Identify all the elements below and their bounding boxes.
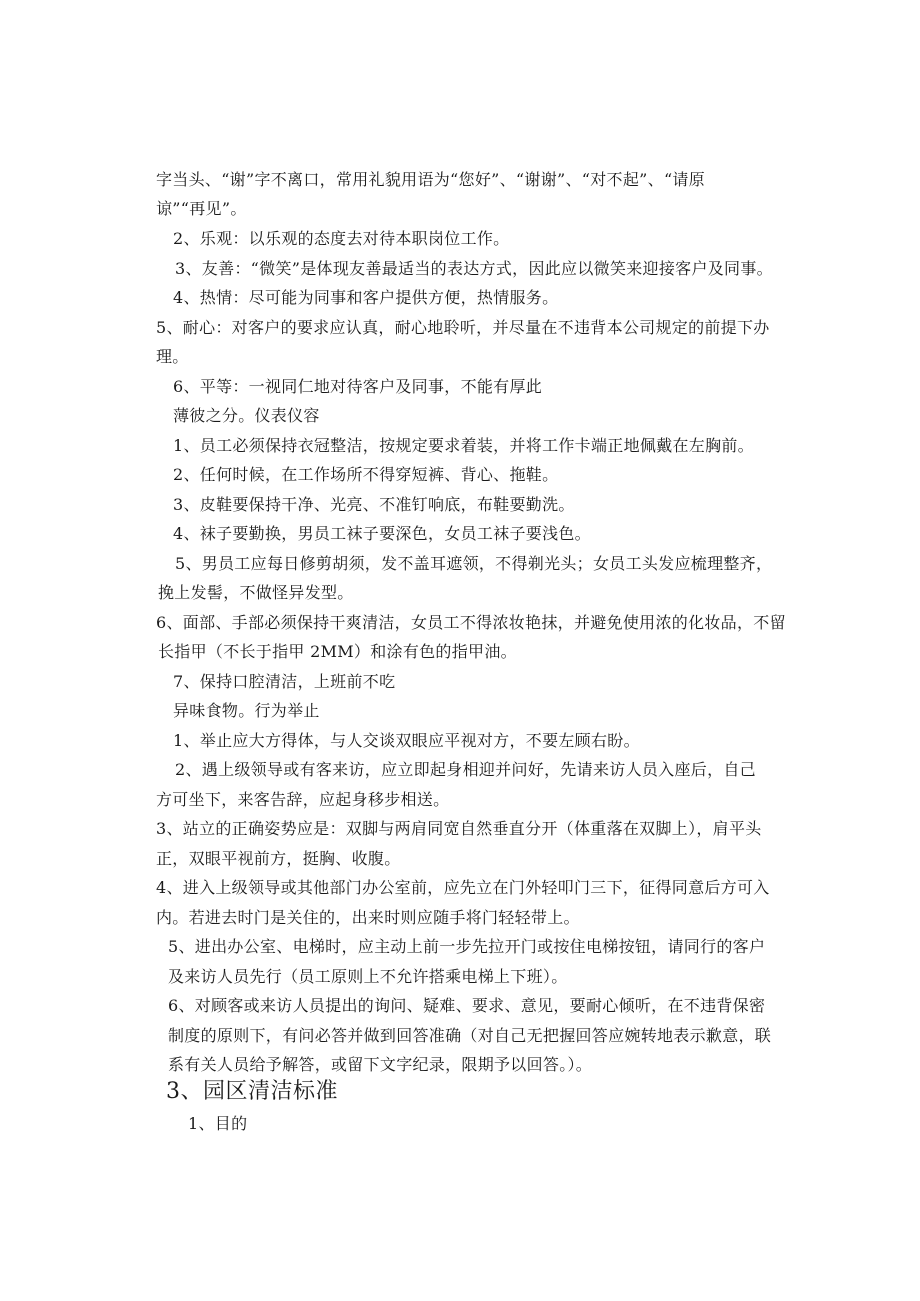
paragraph-line: 6、平等：一视同仁地对待客户及同事，不能有厚此 (173, 377, 543, 396)
paragraph-line: 4、进入上级领导或其他部门办公室前，应先立在门外轻叩门三下，征得同意后方可入 (156, 878, 770, 897)
paragraph-line: 5、进出办公室、电梯时，应主动上前一步先拉开门或按住电梯按钮，请同行的客户 (168, 937, 766, 956)
paragraph-line: 正，双眼平视前方，挺胸、收腹。 (156, 849, 401, 868)
paragraph-line: 4、袜子要勤换，男员工袜子要深色，女员工袜子要浅色。 (173, 524, 591, 543)
paragraph-line: 谅”“再见”。 (156, 199, 247, 218)
paragraph-line: 及来访人员先行（员工原则上不允许搭乘电梯上下班）。 (168, 967, 568, 986)
section-heading: 3、园区清洁标准 (166, 1079, 338, 1104)
paragraph-line: 7、保持口腔清洁，上班前不吃 (173, 672, 396, 691)
paragraph-line: 长指甲（不长于指甲 2MM）和涂有色的指甲油。 (158, 642, 517, 661)
paragraph-line: 4、热情：尽可能为同事和客户提供方便，热情服务。 (173, 288, 559, 307)
paragraph-line: 6、面部、手部必须保持干爽清洁，女员工不得浓妆艳抹，并避免使用浓的化妆品，不留 (156, 613, 786, 632)
paragraph-line: 异味食物。行为举止 (173, 701, 320, 720)
paragraph-line: 理。 (156, 347, 189, 366)
paragraph-line: 5、男员工应每日修剪胡须，发不盖耳遮领，不得剃光头；女员工头发应梳理整齐， (175, 554, 773, 573)
paragraph-line: 1、举止应大方得体，与人交谈双眼应平视对方，不要左顾右盼。 (173, 731, 640, 750)
paragraph-line: 3、友善：“微笑”是体现友善最适当的表达方式，因此应以微笑来迎接客户及同事。 (175, 259, 773, 278)
section-subheading: 1、目的 (188, 1114, 248, 1133)
paragraph-line: 挽上发髻，不做怪异发型。 (158, 583, 354, 602)
paragraph-line: 3、皮鞋要保持干净、光亮、不准钉响底，布鞋要勤洗。 (173, 495, 575, 514)
paragraph-line: 5、耐心：对客户的要求应认真，耐心地聆听，并尽量在不违背本公司规定的前提下办 (156, 318, 770, 337)
paragraph-line: 2、任何时候，在工作场所不得穿短裤、背心、拖鞋。 (173, 465, 559, 484)
paragraph-line: 方可坐下，来客告辞，应起身移步相送。 (156, 790, 450, 809)
paragraph-line: 字当头、“谢”字不离口，常用礼貌用语为“您好”、“谢谢”、“对不起”、“请原 (156, 170, 706, 189)
paragraph-line: 制度的原则下，有问必答并做到回答准确（对自己无把握回答应婉转地表示歉意，联 (168, 1026, 772, 1045)
paragraph-line: 内。若进去时门是关住的，出来时则应随手将门轻轻带上。 (156, 908, 580, 927)
paragraph-line: 1、员工必须保持衣冠整洁，按规定要求着装，并将工作卡端正地佩戴在左胸前。 (173, 436, 754, 455)
paragraph-line: 2、乐观：以乐观的态度去对待本职岗位工作。 (173, 229, 510, 248)
paragraph-line: 薄彼之分。仪表仪容 (173, 406, 320, 425)
paragraph-line: 6、对顾客或来访人员提出的询问、疑难、要求、意见，要耐心倾听，在不违背保密 (168, 996, 766, 1015)
paragraph-line: 2、遇上级领导或有客来访，应立即起身相迎并问好，先请来访人员入座后，自己 (175, 760, 756, 779)
paragraph-line: 3、站立的正确姿势应是：双脚与两肩同宽自然垂直分开（体重落在双脚上），肩平头 (156, 819, 762, 838)
paragraph-line: 系有关人员给予解答，或留下文字纪录，限期予以回答。）。 (168, 1055, 593, 1074)
